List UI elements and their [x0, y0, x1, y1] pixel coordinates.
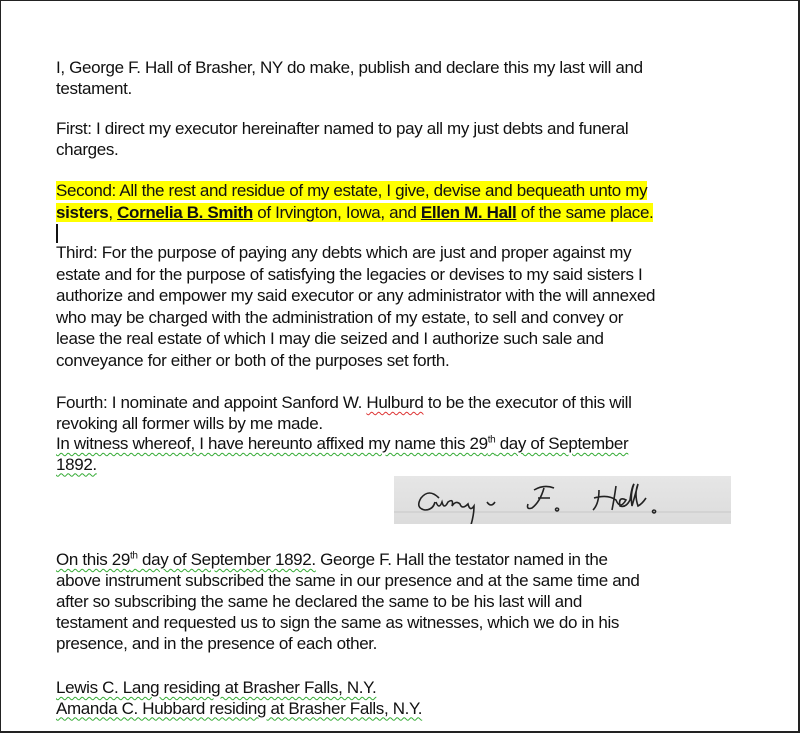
text: of the same place. — [516, 202, 654, 222]
text: to be the executor of this will — [423, 393, 632, 412]
third-paragraph — [56, 243, 655, 372]
text-line: testament. — [56, 78, 132, 98]
text-line: revoking all former wills by me made. — [56, 413, 323, 433]
text: Fourth: I nominate and appoint Sanford W. — [56, 393, 367, 412]
text: day of September 1892. — [137, 550, 316, 569]
witness-list — [56, 678, 422, 719]
text-line: estate and for the purpose of satisfying the legacies or devises to my said sisters I — [56, 264, 643, 284]
fourth-paragraph — [56, 393, 632, 475]
bold-text: sisters — [56, 202, 109, 222]
text-line: First: I direct my executor hereinafter named to pay all my just debts and funeral — [56, 119, 629, 138]
superscript: th — [487, 434, 496, 446]
superscript: th — [130, 550, 138, 562]
beneficiary-name: Cornelia B. Smith — [117, 202, 253, 222]
text-line: above instrument subscribed the same in our presence and at the same time and — [56, 571, 640, 590]
text-line: lease the real estate of which I may die seized and I authorize such sale and — [56, 329, 604, 348]
witness-line: Amanda C. Hubbard residing at Brasher Falls, N.Y. — [56, 698, 423, 718]
text: , — [108, 202, 118, 222]
text-line: charges. — [56, 139, 119, 159]
text-line: presence, and in the presence of each other. — [56, 634, 378, 653]
first-paragraph — [56, 119, 628, 160]
text-line: Third: For the purpose of paying any debts which are just and proper against my — [56, 243, 632, 262]
witness-line: Lewis C. Lang residing at Brasher Falls, N.Y. — [56, 678, 377, 697]
text-line: authorize and empower my said executor or any administrator with the will annexed — [56, 286, 656, 305]
text: of Irvington, Iowa, and — [252, 202, 421, 222]
second-paragraph — [56, 181, 653, 224]
text-line: who may be charged with the administration of my estate, to sell and convey or — [56, 307, 624, 327]
text: On this 29 — [56, 550, 130, 569]
attestation-paragraph — [56, 550, 640, 655]
misspelled-word[interactable]: Hulburd — [366, 393, 424, 412]
text-cursor — [56, 224, 58, 243]
grammar-flagged-text[interactable]: 1892. — [56, 454, 97, 474]
text: In witness whereof, I have hereunto affixed my name this 29 — [56, 434, 488, 453]
text-line: after so subscribing the same he declared the same to be his last will and — [56, 592, 582, 611]
signature-image — [394, 476, 731, 524]
highlighted-text: Second: All the rest and residue of my estate, I give, devise and bequeath unto my — [56, 181, 648, 200]
beneficiary-name: Ellen M. Hall — [420, 202, 517, 222]
text-line: conveyance for either or both of the purposes set forth. — [56, 350, 450, 370]
text: day of September — [495, 434, 629, 453]
text-line: testament and requested us to sign the same as witnesses, which we do in his — [56, 613, 620, 632]
text: George F. Hall the testator named in the — [315, 550, 608, 569]
intro-paragraph — [56, 58, 643, 99]
text-line: I, George F. Hall of Brasher, NY do make, publish and declare this my last will and — [56, 58, 643, 77]
